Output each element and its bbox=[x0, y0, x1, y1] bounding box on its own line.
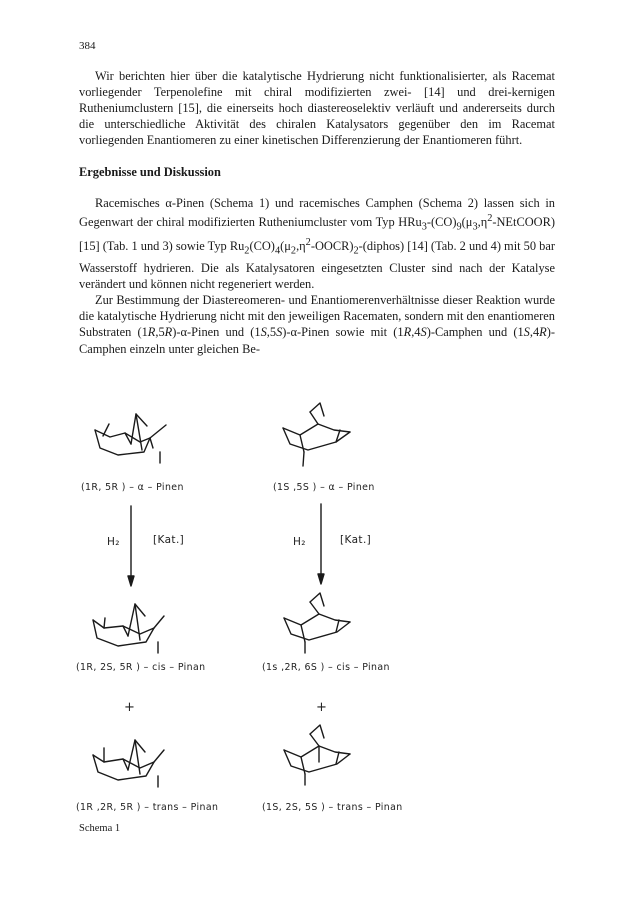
alpha-pinene-1s5s-structure bbox=[283, 403, 350, 466]
left-hydrogen-label: H₂ bbox=[107, 536, 120, 548]
trans-pinane-right-structure bbox=[284, 725, 350, 785]
left-catalyst-label: [Kat.] bbox=[153, 534, 185, 546]
paragraph-2: Zur Bestimmung der Diastereomeren- und Enantiomerenverhältnisse dieser Reaktion wurde die katalytische Hydrierung nicht mit den jeweiligen Racematen, sondern mit den enantiomeren Substraten (1R,5R)-α-Pinen und (1S,5S)-α-Pinen sowie mit (1R,4S)-Camphen und (1S,4R)-Camphen einzeln unter gleichen Be- bbox=[79, 293, 555, 356]
page-number: 384 bbox=[79, 40, 96, 52]
reaction-scheme bbox=[0, 400, 629, 880]
reaction-arrow-right bbox=[318, 504, 324, 584]
right-reactant-label: (1S ,5S ) – α – Pinen bbox=[273, 482, 375, 493]
right-trans-product-label: (1S, 2S, 5S ) – trans – Pinan bbox=[262, 802, 403, 813]
scheme-caption: Schema 1 bbox=[79, 823, 121, 834]
left-trans-product-label: (1R ,2R, 5R ) – trans – Pinan bbox=[76, 802, 219, 813]
body-text bbox=[79, 68, 555, 357]
alpha-pinene-1r5r-structure bbox=[95, 414, 166, 463]
cis-pinane-right-structure bbox=[284, 593, 350, 653]
trans-pinane-left-structure bbox=[93, 740, 164, 787]
intro-paragraph: Wir berichten hier über die katalytische Hydrierung nicht funktionalisierter, als Racemat vorliegender Terpenolefine mit chiral modifizierten zwei- [14] und drei-kernigen Rutheniumclustern [15], die einerseits hoch diastereoselektiv verläuft und andererseits durch die unterschiedliche Aktivität des chiralen Katalysators gegenüber den im Racemat vorliegenden Enantiomeren zu einer kinetischen Differenzierung der Enantiomeren führt. bbox=[79, 69, 555, 148]
left-cis-product-label: (1R, 2S, 5R ) – cis – Pinan bbox=[76, 662, 206, 673]
right-plus-sign: + bbox=[316, 700, 327, 715]
left-plus-sign: + bbox=[124, 700, 135, 715]
left-reactant-label: (1R, 5R ) – α – Pinen bbox=[81, 482, 184, 493]
cis-pinane-left-structure bbox=[93, 604, 164, 653]
right-catalyst-label: [Kat.] bbox=[340, 534, 372, 546]
section-heading: Ergebnisse und Diskussion bbox=[79, 165, 221, 180]
paragraph-1: Racemisches α-Pinen (Schema 1) und racemisches Camphen (Schema 2) lassen sich in Gegenwart der chiral modifizierten Rutheniumcluster vom Typ $HRu_3-(CO)_9(\mu_3,\eta^2-NEtCOOR)$ [15] (Tab. 1 und 3) sowie Typ $Ru_2(CO)_4(\mu_2,\eta^2-OOCR)_2-(diphos)$ [14] (Tab. 2 und 4) mit 50 bar Wasserstoff hydrieren. Die als Katalysatoren eingesetzten Cluster sind nach der Katalyse verändert und können nicht regeneriert werden. bbox=[79, 195, 555, 292]
reaction-arrow-left bbox=[128, 506, 134, 586]
right-hydrogen-label: H₂ bbox=[293, 536, 306, 548]
right-cis-product-label: (1s ,2R, 6S ) – cis – Pinan bbox=[262, 662, 390, 673]
